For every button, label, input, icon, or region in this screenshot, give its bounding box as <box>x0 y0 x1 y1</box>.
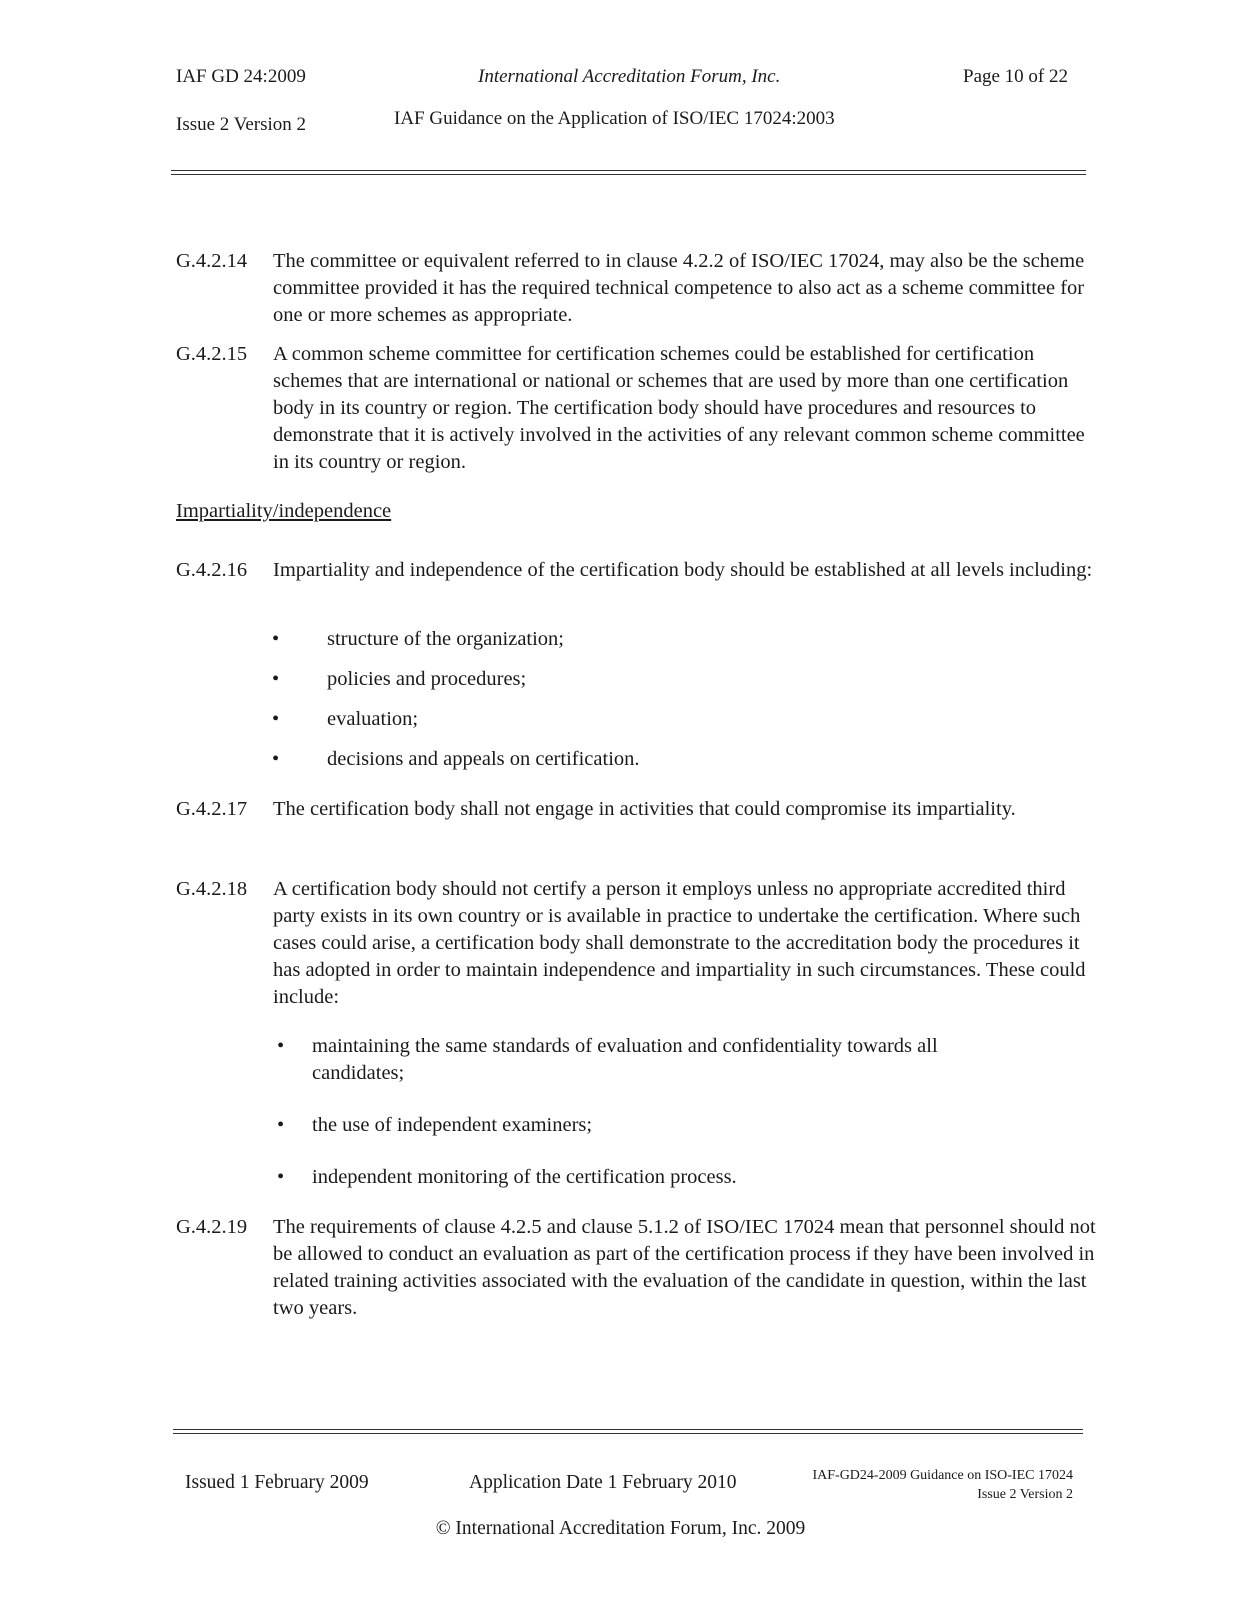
footer-rule-top <box>173 1429 1083 1430</box>
section-number: G.4.2.17 <box>176 798 248 820</box>
section-text: The certification body shall not engage in activities that could compromise its impartiality. <box>273 798 1016 820</box>
bullet-icon: • <box>272 748 280 770</box>
section-number: G.4.2.18 <box>176 878 248 900</box>
list-item-text: policies and procedures; <box>327 668 527 690</box>
header-subtitle: IAF Guidance on the Application of ISO/IEC 17024:2003 <box>394 108 835 129</box>
header-issue: Issue 2 Version 2 <box>176 114 307 135</box>
section-text: The committee or equivalent referred to in clause 4.2.2 of ISO/IEC 17024, may also be the scheme committee provided it has the required technical competence to also act as a scheme committee for one or more schemes as appropriate. <box>273 250 1085 326</box>
footer-ref-line2: Issue 2 Version 2 <box>977 1487 1073 1502</box>
bullet-icon: • <box>277 1035 285 1057</box>
section-text: The requirements of clause 4.2.5 and clause 5.1.2 of ISO/IEC 17024 mean that personnel should not be allowed to conduct an evaluation as part of the certification process if they have been involved in related training activities associated with the evaluation of the candidate in question, within the last two years. <box>273 1216 1096 1319</box>
section-text: A certification body should not certify a person it employs unless no appropriate accredited third party exists in its own country or is available in practice to undertake the certification. Where such cases could arise, a certification body shall demonstrate to the accreditation body the procedures it has adopted in order to maintain independence and impartiality in such circumstances. These could include: <box>273 878 1086 1008</box>
section-g-4-2-17 <box>176 796 1096 823</box>
header-rule-top <box>171 170 1086 171</box>
list-item-text: maintaining the same standards of evaluation and confidentiality towards all candidates; <box>312 1035 938 1084</box>
section-g-4-2-16 <box>176 557 1096 584</box>
section-g-4-2-14 <box>176 248 1096 329</box>
footer-rule-bottom <box>173 1433 1083 1434</box>
list-item-text: independent monitoring of the certification process. <box>312 1166 737 1188</box>
bullet-icon: • <box>272 628 280 650</box>
list-item-text: decisions and appeals on certification. <box>327 748 640 770</box>
section-number: G.4.2.15 <box>176 343 248 365</box>
section-number: G.4.2.14 <box>176 250 248 272</box>
bullet-icon: • <box>277 1166 285 1188</box>
section-number: G.4.2.19 <box>176 1216 248 1238</box>
footer-issued: Issued 1 February 2009 <box>185 1472 369 1493</box>
list-item-text: the use of independent examiners; <box>312 1114 593 1136</box>
bullet-icon: • <box>272 708 280 730</box>
footer-ref-line1: IAF-GD24-2009 Guidance on ISO-IEC 17024 <box>812 1468 1073 1483</box>
section-g-4-2-18 <box>176 876 1096 1011</box>
section-text: Impartiality and independence of the certification body should be established at all levels including: <box>273 559 1093 581</box>
header-page-number: Page 10 of 22 <box>963 66 1069 87</box>
list-item-text: structure of the organization; <box>327 628 565 650</box>
header-rule-bottom <box>171 174 1086 175</box>
section-heading-impartiality: Impartiality/independence <box>176 500 392 522</box>
section-number: G.4.2.16 <box>176 559 248 581</box>
section-g-4-2-15 <box>176 341 1096 476</box>
list-item-text: evaluation; <box>327 708 419 730</box>
section-g-4-2-19 <box>176 1214 1096 1322</box>
bullet-icon: • <box>277 1114 285 1136</box>
header-org: International Accreditation Forum, Inc. <box>478 66 781 87</box>
bullet-icon: • <box>272 668 280 690</box>
footer-application-date: Application Date 1 February 2010 <box>469 1472 737 1493</box>
section-text: A common scheme committee for certification schemes could be established for certification schemes that are international or national or schemes that are used by more than one certification body in its country or region. The certification body should have procedures and resources to demonstrate that it is actively involved in the activities of any relevant common scheme committee in its country or region. <box>273 343 1085 473</box>
header-doc-id: IAF GD 24:2009 <box>176 66 306 87</box>
footer-copyright: © International Accreditation Forum, Inc. 2009 <box>435 1518 806 1539</box>
